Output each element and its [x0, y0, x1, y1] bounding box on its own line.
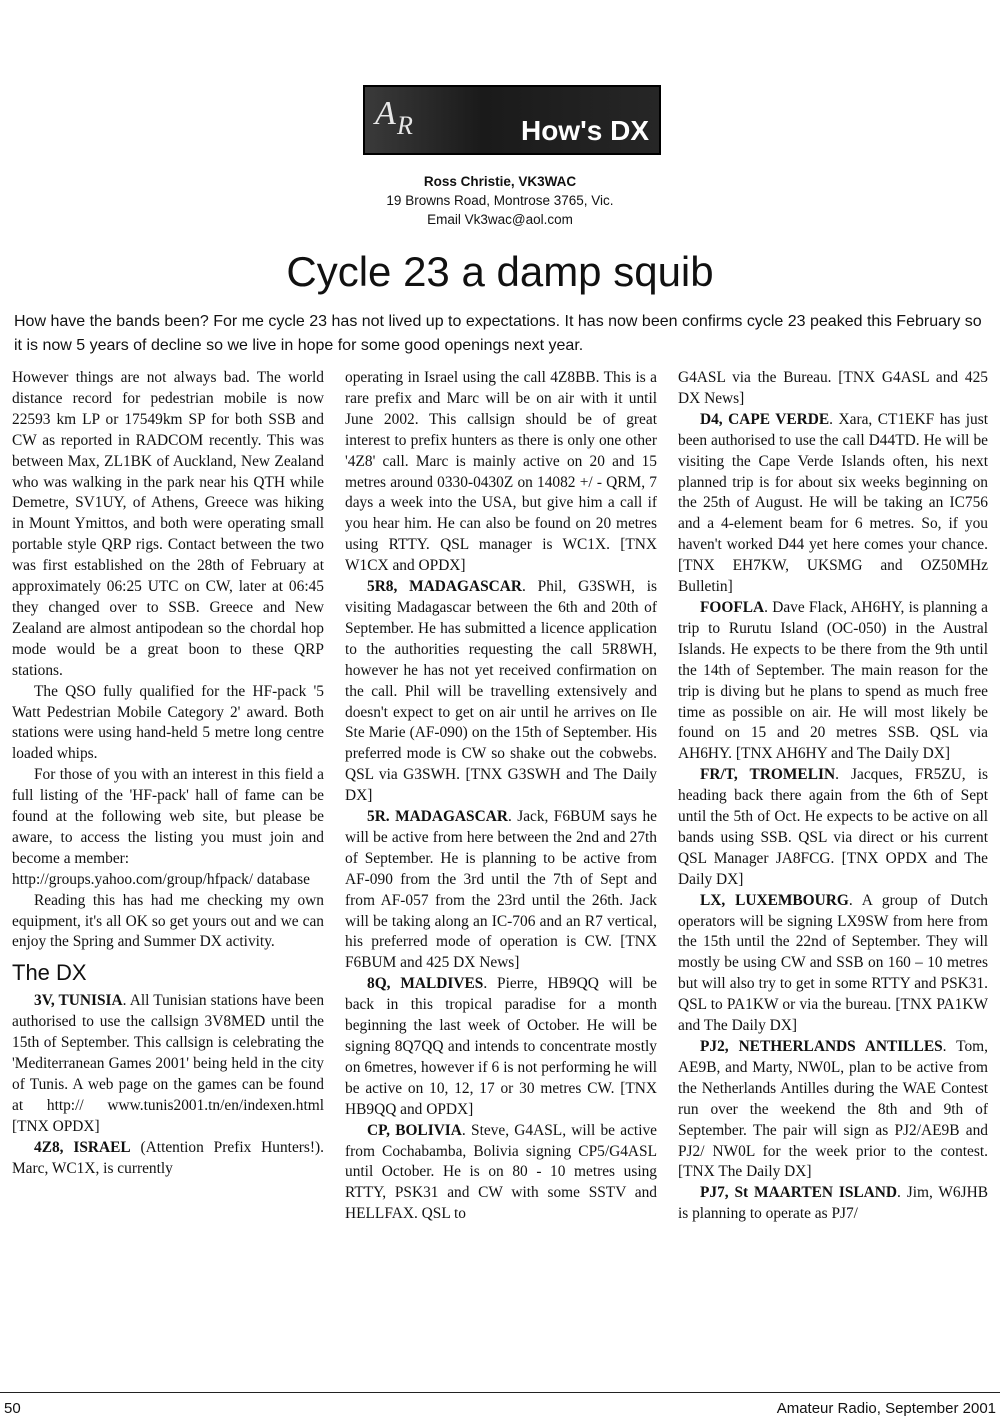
column-1 — [12, 368, 324, 1180]
dx-entry-tromelin: FR/T, TROMELIN. Jacques, FR5ZU, is heading back there again from the 6th of Sept until the 5th of Oct. He expects to be active on all bands using SSB. QSL via direct or his current QSL Manager JA8FCG. [TNX OPDX and The Daily DX] — [678, 766, 988, 888]
entry-heading: 4Z8, ISRAEL — [34, 1138, 131, 1156]
author-name: Ross Christie, VK3WAC — [423, 174, 577, 189]
author-block — [0, 172, 1000, 229]
entry-heading: LX, LUXEMBOURG — [700, 891, 849, 909]
journal-footer: Amateur Radio, September 2001 — [776, 1400, 996, 1417]
paragraph: The QSO fully qualified for the HF-pack '5 Watt Pedestrian Mobile Category 2' award. Both stations were using hand-held 5 metre long centre loaded whips. — [12, 682, 324, 763]
entry-heading: 5R8, MADAGASCAR — [367, 578, 523, 596]
dx-entry-maldives: 8Q, MALDIVES. Pierre, HB9QQ will be back in this tropical paradise for a month beginning the last week of October. He will be signing 8Q7QQ and intends to concentrate mostly on 6metres, however if 6 is not performing he will be active on 10, 12, 17 or 30 metres CW. [TNX HB9QQ and OPDX] — [345, 975, 657, 1118]
column-3 — [678, 368, 988, 1225]
dx-entry-cape-verde: D4, CAPE VERDE. Xara, CT1EKF has just been authorised to use the call D44TD. He will be visiting the Cape Verde Islands often, his next planned trip is for about six weeks beginning on the 25th of August. He will be taking an IC756 and a 4-element beam for 6 metres. So, if you haven't worked D44 yet here comes your chance. [TNX EH7KW, UKSMG and OZ50MHz Bulletin] — [678, 410, 988, 596]
dx-entry-foofla: FOOFLA. Dave Flack, AH6HY, is planning a trip to Rurutu Island (OC-050) in the Austral Islands. He expects to be there from the 9th until the 14th of September. The main reason for the trip is diving but he plans to spend as much free time as possible on air. He will most likely be found on 15 and 20 metres SSB. QSL via AH6HY. [TNX AH6HY and The Daily DX] — [678, 598, 988, 763]
entry-heading: 3V, TUNISIA — [34, 992, 123, 1010]
entry-heading: 8Q, MALDIVES — [367, 975, 484, 993]
dx-entry-madagascar-2: 5R. MADAGASCAR. Jack, F6BUM says he will be active from here between the 2nd and 27th of September. He is planning to be active from AF-090 from the 3rd until the 7th of Sept and from AF-057 from the 23rd until the 26th. Jack will be taking along an IC-706 and an R7 vertical, his preferred mode of operation is CW. [TNX F6BUM and 425 DX News] — [345, 808, 657, 972]
paragraph: However things are not always bad. The world distance record for pedestrian mobile is now 22593 km LP or 17549km SP for both SSB and CW as reported in RADCOM recently. This was between Max, ZL1BK of Auckland, New Zealand who was walking in the park near his QTH while Demetre, SV1UY, of Athens, Greece was hiking in Mount Ymittos, and both were operating small portable style QRP rigs. Contact between the two was first established on the 28th of February at approximately 06:25 UTC on CW, later at 06:45 they changed over to SSB. Greece and New Zealand are almost antipodean so the chordal hop mode would be a great boon to these QRP stations. — [12, 369, 324, 679]
dx-entry-israel: 4Z8, ISRAEL (Attention Prefix Hunters!). Marc, WC1X, is currently — [12, 1138, 324, 1177]
section-heading: The DX — [12, 960, 87, 986]
entry-heading: FOOFLA — [700, 598, 765, 616]
article-intro: How have the bands been? For me cycle 23 has not lived up to expectations. It has now been confirms cycle 23 peaked this February so it is now 5 years of decline so we live in hope for some good openings next year. — [14, 313, 982, 354]
paragraph: Reading this has had me checking my own equipment, it's all OK so get yours out and we can enjoy the Spring and Summer DX activity. — [12, 891, 324, 951]
footer-rule — [0, 1392, 1000, 1393]
entry-heading: PJ2, NETHERLANDS ANTILLES — [700, 1038, 943, 1055]
article-headline: Cycle 23 a damp squib — [286, 248, 714, 295]
ar-logo-icon: A R — [375, 95, 407, 140]
paragraph: For those of you with an interest in this field a full listing of the 'HF-pack' hall of fame can be found at the following web site, but please be aware, to access the listing you must join and become a member: — [12, 766, 324, 867]
paragraph: G4ASL via the Bureau. [TNX G4ASL and 425 DX News] — [678, 369, 988, 407]
column-banner — [363, 85, 661, 155]
entry-heading: PJ7, St MAARTEN ISLAND — [700, 1184, 898, 1202]
column-2 — [345, 368, 657, 1225]
entry-heading: D4, CAPE VERDE — [700, 410, 830, 428]
dx-entry-st-maarten: PJ7, St MAARTEN ISLAND. Jim, W6JHB is planning to operate as PJ7/ — [678, 1184, 988, 1223]
author-address: 19 Browns Road, Montrose 3765, Vic. — [386, 193, 614, 208]
dx-entry-netherlands-antilles: PJ2, NETHERLANDS ANTILLES. Tom, AE9B, and Marty, NW0L, plan to be active from the Netherlands Antilles during the WAE Contest run over the weekend the 8th and 9th of September. The pair will sign as PJ2/AE9B and PJ2/ NW0L for the week prior to the contest. [TNX The Daily DX] — [678, 1038, 988, 1181]
dx-entry-bolivia: CP, BOLIVIA. Steve, G4ASL, will be active from Cochabamba, Bolivia signing CP5/G4ASL until October. He is on 80 - 10 metres using RTTY, PSK31 and CW with some SSTV and HELLFAX. QSL to — [345, 1121, 657, 1223]
entry-heading: CP, BOLIVIA — [367, 1121, 462, 1139]
paragraph: operating in Israel using the call 4Z8BB. This is a rare prefix and Marc will be on air with it until June 2002. This callsign should be of great interest to prefix hunters as there is only one other '4Z8' call. Marc is mainly active on 20 and 15 metres around 0330-0430Z on 14082 +/ - QRM, 7 days a week into the USA, but give him a call if you hear him. He can also be found on 20 metres using RTTY. QSL manager is WC1X. [TNX W1CX and OPDX] — [345, 369, 657, 575]
page-number: 50 — [4, 1400, 21, 1417]
column-title: How's DX — [520, 115, 649, 146]
author-email: Email Vk3wac@aol.com — [427, 212, 573, 227]
dx-entry-madagascar-1: 5R8, MADAGASCAR. Phil, G3SWH, is visiting Madagascar between the 6th and 20th of September. He has submitted a licence application to the authorities requesting the call 5R8WH, however he has not yet received confirmation on the call. Phil will be travelling extensively and doesn't expect to get on air until he arrives on Ile Ste Marie (AF-090) on the 15th of September. His preferred mode is CW so shake out the cobwebs. QSL via G3SWH. [TNX G3SWH and The Daily DX] — [345, 578, 658, 805]
dx-entry-tunisia: 3V, TUNISIA. All Tunisian stations have been authorised to use the callsign 3V8MED until the 15th of September. This callsign is celebrating the 'Mediterranean Games 2001' being held in the city of Tunis. A web page on the games can be found at http:// www.tunis2001.tn/en/indexen.html [TNX OPDX] — [12, 992, 325, 1135]
entry-heading: FR/T, TROMELIN — [700, 766, 836, 784]
hfpack-url: http://groups.yahoo.com/group/hfpack/ database — [12, 870, 310, 888]
entry-heading: 5R. MADAGASCAR — [367, 808, 508, 826]
dx-entry-luxembourg: LX, LUXEMBOURG. A group of Dutch operators will be signing LX9SW from here from the 15th until the 22nd of September. They will mostly be using CW and SSB on 160 – 10 metres but will also try to get in some RTTY and PSK31. QSL to PA1KW or via the bureau. [TNX PA1KW and The Daily DX] — [678, 891, 988, 1035]
